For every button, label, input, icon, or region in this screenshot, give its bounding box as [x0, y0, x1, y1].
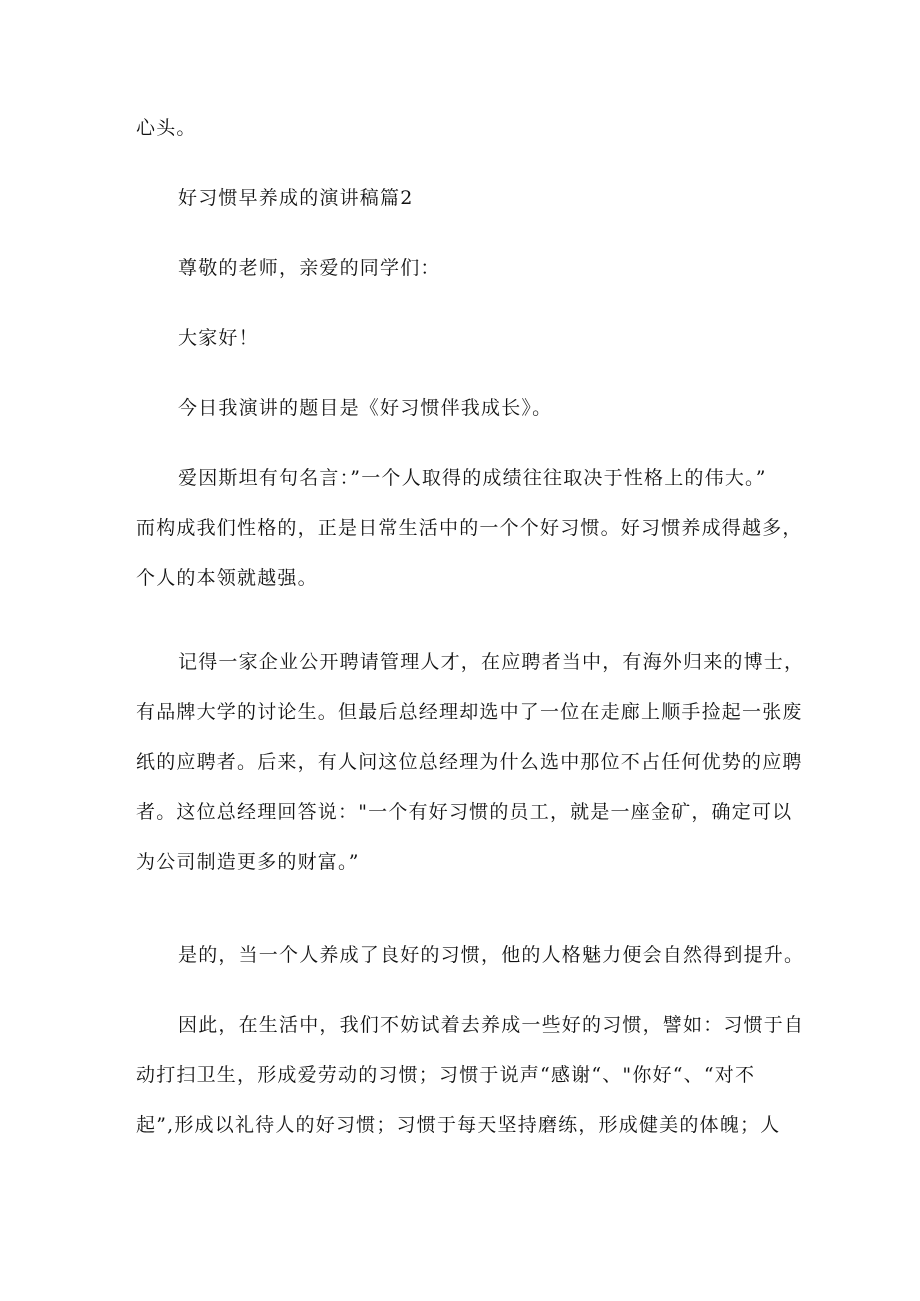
text-line: 纸的应聘者。后来，有人问这位总经理为什么选中那位不占任何优势的应聘: [136, 751, 803, 773]
heading-text: 好习惯早养成的演讲稿篇2: [178, 187, 414, 209]
speech-topic: [136, 383, 806, 433]
paragraph-recruitment-story: [136, 637, 806, 887]
paragraph-continuation: [136, 103, 806, 153]
text-line: 心头。: [136, 117, 197, 139]
text-line: 个人的本领就越强。: [136, 567, 318, 589]
text-line: 有品牌大学的讨论生。但最后总经理却选中了一位在走廊上顺手捡起一张废: [136, 701, 803, 723]
paragraph-charm: [136, 930, 806, 980]
text-line: 大家好！: [178, 327, 259, 349]
text-line: 爱因斯坦有句名言：”一个人取得的成绩往往取决于性格上的伟大。”: [178, 467, 767, 489]
text-line: 因此，在生活中，我们不妨试着去养成一些好的习惯，譬如：习惯于自: [178, 1014, 805, 1036]
text-line: 起”,形成以礼待人的好习惯；习惯于每天坚持磨练，形成健美的体魄；人: [136, 1114, 781, 1136]
text-line: 今日我演讲的题目是《好习惯伴我成长》。: [178, 397, 553, 419]
greeting: [136, 313, 806, 363]
text-line: 动打扫卫生，形成爱劳动的习惯；习惯于说声“感谢“、"你好“、“对不: [136, 1064, 756, 1086]
salutation: [136, 243, 806, 293]
text-line: 是的，当一个人养成了良好的习惯，他的人格魅力便会自然得到提升。: [178, 944, 805, 966]
text-line: 为公司制造更多的财富。”: [136, 851, 360, 873]
paragraph-einstein: [136, 453, 806, 603]
text-line: 者。这位总经理回答说："一个有好习惯的员工，就是一座金矿，确定可以: [136, 801, 793, 823]
text-line: 尊敬的老师，亲爱的同学们：: [178, 257, 441, 279]
section-heading: [136, 173, 806, 223]
paragraph-examples: [136, 1000, 806, 1150]
text-line: 而构成我们性格的，正是日常生活中的一个个好习惯。好习惯养成得越多，: [136, 517, 803, 539]
text-line: 记得一家企业公开聘请管理人才，在应聘者当中，有海外归来的博士，: [178, 651, 805, 673]
